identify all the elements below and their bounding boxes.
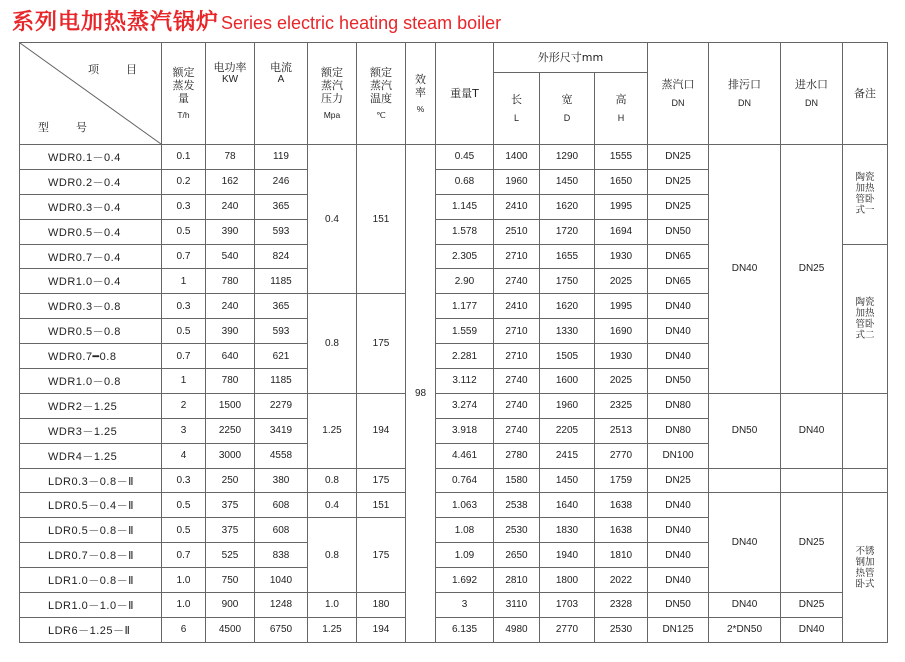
header-drain-outlet: 排污口 DN [709,43,781,145]
current-cell: 593 [255,219,308,244]
weight-cell: 0.68 [436,169,494,194]
weight-cell: 2.305 [436,244,494,269]
evaporation-cell: 0.2 [162,169,206,194]
pressure-cell: 0.8 [308,518,357,593]
current-cell: 838 [255,543,308,568]
model-cell: LDR6－1.25－Ⅱ [20,617,162,642]
remarks-cell-empty [843,393,888,468]
weight-cell: 6.135 [436,617,494,642]
length-cell: 2530 [494,518,540,543]
length-cell: 2710 [494,244,540,269]
evaporation-cell: 0.7 [162,244,206,269]
length-cell: 2410 [494,194,540,219]
weight-cell: 3 [436,593,494,618]
power-cell: 1500 [206,393,255,418]
current-cell: 1185 [255,369,308,394]
length-cell: 3110 [494,593,540,618]
header-remarks: 备注 [843,43,888,145]
steam-outlet-cell: DN40 [648,543,709,568]
weight-cell: 1.09 [436,543,494,568]
efficiency-cell: 98 [406,145,436,643]
length-cell: 2740 [494,269,540,294]
weight-cell: 0.45 [436,145,494,170]
current-cell: 2279 [255,393,308,418]
power-cell: 3000 [206,443,255,468]
height-cell: 1810 [595,543,648,568]
current-cell: 608 [255,493,308,518]
model-cell: WDR1.0－0.4 [20,269,162,294]
length-cell: 2740 [494,369,540,394]
steam-outlet-cell: DN50 [648,593,709,618]
evaporation-cell: 0.1 [162,145,206,170]
evaporation-cell: 1 [162,369,206,394]
title-chinese: 系列电加热蒸汽锅炉 [12,10,220,35]
length-cell: 2710 [494,344,540,369]
height-cell: 1555 [595,145,648,170]
power-cell: 750 [206,568,255,593]
pressure-cell: 0.8 [308,294,357,394]
power-cell: 250 [206,468,255,493]
temperature-cell: 175 [357,294,406,394]
evaporation-cell: 4 [162,443,206,468]
weight-cell: 3.112 [436,369,494,394]
current-cell: 4558 [255,443,308,468]
weight-cell: 1.08 [436,518,494,543]
current-cell: 6750 [255,617,308,642]
height-cell: 2530 [595,617,648,642]
steam-outlet-cell: DN25 [648,194,709,219]
height-cell: 2513 [595,418,648,443]
item-label: 项 目 [88,63,145,76]
pressure-cell: 1.25 [308,617,357,642]
pressure-cell: 1.25 [308,393,357,468]
power-cell: 780 [206,369,255,394]
drain-cell: DN40 [709,493,781,593]
weight-cell: 1.177 [436,294,494,319]
evaporation-cell: 2 [162,393,206,418]
weight-cell: 2.281 [436,344,494,369]
width-cell: 1290 [540,145,595,170]
temperature-cell: 151 [357,145,406,294]
current-cell: 1185 [255,269,308,294]
height-cell: 1690 [595,319,648,344]
length-cell: 2650 [494,543,540,568]
length-cell: 2780 [494,443,540,468]
length-cell: 1960 [494,169,540,194]
remarks-cell: 陶瓷加热管卧式二 [843,244,888,393]
current-cell: 1040 [255,568,308,593]
power-cell: 390 [206,219,255,244]
current-cell: 380 [255,468,308,493]
steam-outlet-cell: DN25 [648,169,709,194]
power-cell: 240 [206,294,255,319]
water-inlet-cell: DN25 [781,593,843,618]
temperature-cell: 194 [357,393,406,468]
evaporation-cell: 0.7 [162,543,206,568]
table-row [20,145,888,170]
header-weight: 重量T [436,43,494,145]
power-cell: 640 [206,344,255,369]
temperature-cell: 151 [357,493,406,518]
temperature-cell: 175 [357,468,406,493]
pressure-cell: 0.4 [308,145,357,294]
height-cell: 2025 [595,369,648,394]
header-rated-pressure: 额定蒸汽压力 Mpa [308,43,357,145]
current-cell: 365 [255,194,308,219]
drain-cell: DN50 [709,393,781,468]
drain-cell-empty [709,468,781,493]
model-cell: LDR1.0－1.0－Ⅱ [20,593,162,618]
height-cell: 2770 [595,443,648,468]
header-height: 高 H [595,73,648,145]
drain-cell: DN40 [709,593,781,618]
steam-outlet-cell: DN40 [648,294,709,319]
evaporation-cell: 0.3 [162,468,206,493]
header-efficiency: 效率 % [406,43,436,145]
pressure-cell: 0.4 [308,493,357,518]
width-cell: 2205 [540,418,595,443]
width-cell: 1655 [540,244,595,269]
length-cell: 2410 [494,294,540,319]
height-cell: 1930 [595,344,648,369]
width-cell: 1620 [540,194,595,219]
width-cell: 2770 [540,617,595,642]
width-cell: 1750 [540,269,595,294]
evaporation-cell: 0.7 [162,344,206,369]
remarks-cell-empty [843,468,888,493]
evaporation-cell: 0.5 [162,319,206,344]
width-cell: 1330 [540,319,595,344]
header-dimensions: 外形尺寸mm [494,43,648,73]
drain-cell: DN40 [709,145,781,394]
power-cell: 240 [206,194,255,219]
model-cell: WDR0.5－0.8 [20,319,162,344]
height-cell: 2325 [595,393,648,418]
steam-outlet-cell: DN25 [648,145,709,170]
width-cell: 1800 [540,568,595,593]
weight-cell: 1.578 [436,219,494,244]
model-cell: WDR4－1.25 [20,443,162,468]
width-cell: 1640 [540,493,595,518]
length-cell: 2510 [494,219,540,244]
pressure-cell: 0.8 [308,468,357,493]
evaporation-cell: 6 [162,617,206,642]
model-cell: LDR0.7－0.8－Ⅱ [20,543,162,568]
length-cell: 2810 [494,568,540,593]
model-cell: WDR0.3－0.4 [20,194,162,219]
height-cell: 1650 [595,169,648,194]
model-cell: WDR0.5－0.4 [20,219,162,244]
evaporation-cell: 3 [162,418,206,443]
width-cell: 1450 [540,468,595,493]
evaporation-cell: 0.5 [162,518,206,543]
evaporation-cell: 1.0 [162,568,206,593]
evaporation-cell: 0.3 [162,194,206,219]
power-cell: 375 [206,518,255,543]
model-cell: WDR0.7━0.8 [20,344,162,369]
height-cell: 1759 [595,468,648,493]
power-cell: 525 [206,543,255,568]
width-cell: 1720 [540,219,595,244]
evaporation-cell: 1 [162,269,206,294]
length-cell: 2538 [494,493,540,518]
water-inlet-cell: DN40 [781,617,843,642]
temperature-cell: 180 [357,593,406,618]
steam-outlet-cell: DN65 [648,269,709,294]
header-current: 电流 A [255,43,308,145]
header-length: 长 L [494,73,540,145]
steam-outlet-cell: DN25 [648,468,709,493]
header-corner-cell [20,43,162,145]
remarks-cell: 陶瓷加热管卧式一 [843,145,888,245]
model-cell: WDR0.7－0.4 [20,244,162,269]
width-cell: 1600 [540,369,595,394]
model-cell: WDR2－1.25 [20,393,162,418]
header-rated-evaporation: 额定蒸发量 T/h [162,43,206,145]
water-inlet-cell-empty [781,468,843,493]
steam-outlet-cell: DN40 [648,493,709,518]
weight-cell: 4.461 [436,443,494,468]
power-cell: 375 [206,493,255,518]
drain-cell: 2*DN50 [709,617,781,642]
width-cell: 1940 [540,543,595,568]
table-row [20,393,888,418]
power-cell: 390 [206,319,255,344]
model-cell: WDR0.3－0.8 [20,294,162,319]
current-cell: 246 [255,169,308,194]
table-row [20,468,888,493]
weight-cell: 1.692 [436,568,494,593]
model-cell: LDR0.5－0.8－Ⅱ [20,518,162,543]
power-cell: 900 [206,593,255,618]
table-row [20,493,888,518]
current-cell: 593 [255,319,308,344]
height-cell: 1995 [595,194,648,219]
steam-outlet-cell: DN40 [648,344,709,369]
length-cell: 2710 [494,319,540,344]
width-cell: 1450 [540,169,595,194]
weight-cell: 1.063 [436,493,494,518]
model-cell: LDR0.5－0.4－Ⅱ [20,493,162,518]
header-width: 宽 D [540,73,595,145]
height-cell: 1995 [595,294,648,319]
evaporation-cell: 0.5 [162,219,206,244]
steam-outlet-cell: DN50 [648,369,709,394]
power-cell: 78 [206,145,255,170]
steam-outlet-cell: DN80 [648,393,709,418]
model-cell: WDR1.0－0.8 [20,369,162,394]
height-cell: 2025 [595,269,648,294]
model-cell: LDR1.0－0.8－Ⅱ [20,568,162,593]
height-cell: 2328 [595,593,648,618]
current-cell: 824 [255,244,308,269]
water-inlet-cell: DN25 [781,493,843,593]
width-cell: 1703 [540,593,595,618]
weight-cell: 3.918 [436,418,494,443]
height-cell: 1694 [595,219,648,244]
model-cell: WDR3－1.25 [20,418,162,443]
title-english: Series electric heating steam boiler [221,13,502,33]
current-cell: 621 [255,344,308,369]
power-cell: 2250 [206,418,255,443]
height-cell: 2022 [595,568,648,593]
remarks-cell: 不锈钢加热管卧式 [843,493,888,642]
width-cell: 1960 [540,393,595,418]
length-cell: 2740 [494,393,540,418]
power-cell: 4500 [206,617,255,642]
temperature-cell: 175 [357,518,406,593]
power-cell: 780 [206,269,255,294]
model-cell: LDR0.3－0.8－Ⅱ [20,468,162,493]
model-cell: WDR0.2－0.4 [20,169,162,194]
steam-outlet-cell: DN100 [648,443,709,468]
header-power: 电功率 KW [206,43,255,145]
width-cell: 2415 [540,443,595,468]
weight-cell: 1.145 [436,194,494,219]
steam-outlet-cell: DN65 [648,244,709,269]
width-cell: 1830 [540,518,595,543]
height-cell: 1930 [595,244,648,269]
table-row [20,617,888,642]
weight-cell: 1.559 [436,319,494,344]
length-cell: 1400 [494,145,540,170]
spec-table-wrapper [19,42,885,642]
page-title [12,8,501,38]
power-cell: 162 [206,169,255,194]
weight-cell: 3.274 [436,393,494,418]
evaporation-cell: 0.5 [162,493,206,518]
width-cell: 1505 [540,344,595,369]
temperature-cell: 194 [357,617,406,642]
header-water-inlet: 进水口 DN [781,43,843,145]
current-cell: 3419 [255,418,308,443]
pressure-cell: 1.0 [308,593,357,618]
table-row [20,593,888,618]
height-cell: 1638 [595,493,648,518]
evaporation-cell: 0.3 [162,294,206,319]
length-cell: 1580 [494,468,540,493]
model-cell: WDR0.1－0.4 [20,145,162,170]
current-cell: 119 [255,145,308,170]
steam-outlet-cell: DN125 [648,617,709,642]
current-cell: 608 [255,518,308,543]
weight-cell: 2.90 [436,269,494,294]
header-steam-outlet: 蒸汽口 DN [648,43,709,145]
weight-cell: 0.764 [436,468,494,493]
steam-outlet-cell: DN40 [648,518,709,543]
steam-outlet-cell: DN40 [648,568,709,593]
height-cell: 1638 [595,518,648,543]
steam-outlet-cell: DN50 [648,219,709,244]
water-inlet-cell: DN25 [781,145,843,394]
length-cell: 4980 [494,617,540,642]
width-cell: 1620 [540,294,595,319]
current-cell: 1248 [255,593,308,618]
water-inlet-cell: DN40 [781,393,843,468]
current-cell: 365 [255,294,308,319]
header-rated-temperature: 额定蒸汽温度 ℃ [357,43,406,145]
evaporation-cell: 1.0 [162,593,206,618]
length-cell: 2740 [494,418,540,443]
steam-outlet-cell: DN80 [648,418,709,443]
steam-outlet-cell: DN40 [648,319,709,344]
power-cell: 540 [206,244,255,269]
model-label: 型 号 [38,121,95,134]
spec-table [19,42,888,643]
